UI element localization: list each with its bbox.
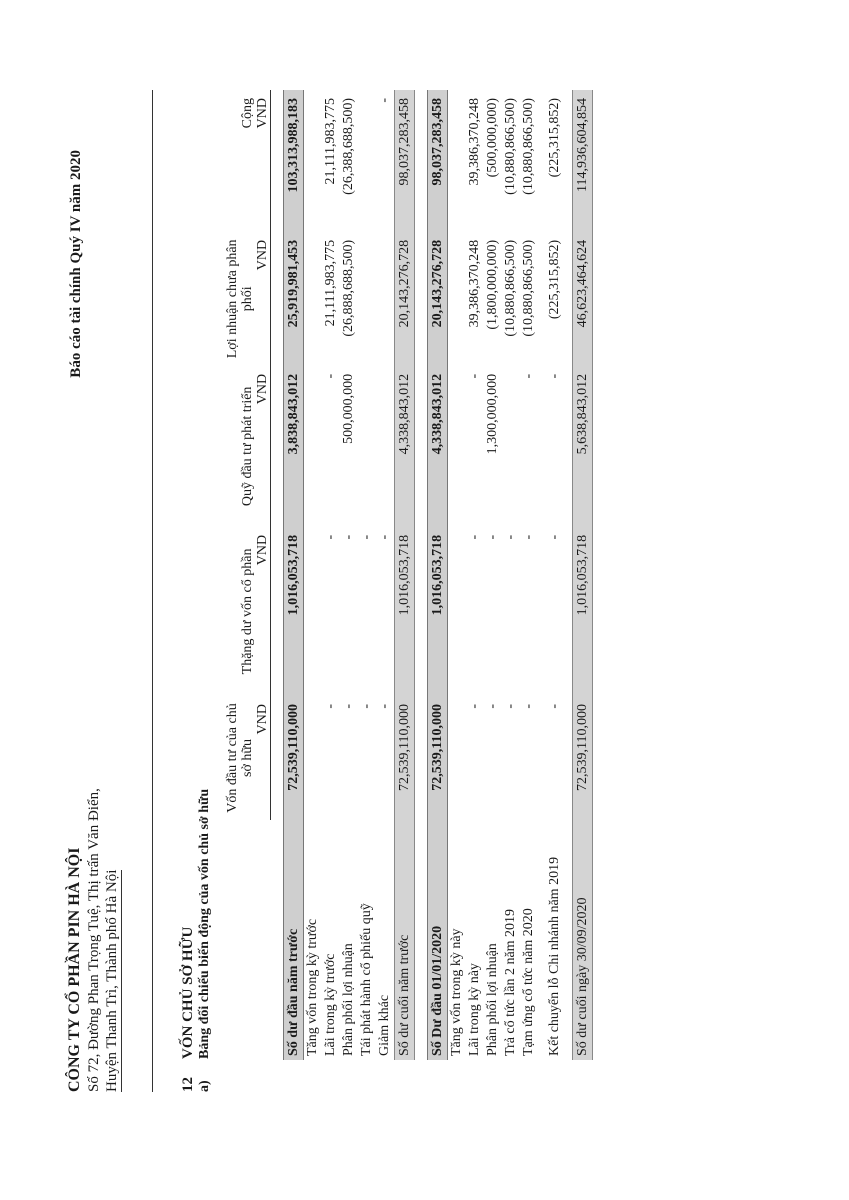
header-row: [225, 90, 255, 1060]
table-row: [304, 90, 323, 1060]
row-label: Trả cổ tức lần 2 năm 2019: [503, 908, 518, 1056]
cell-value: 39,386,370,248: [467, 239, 482, 328]
cell-value: 39,386,370,248: [467, 98, 482, 186]
row-label: Tái phát hành cổ phiếu quỹ: [359, 903, 374, 1056]
cell-value: (225,315,852): [547, 239, 562, 320]
cell-value: 72,539,110,000: [428, 696, 448, 820]
table-row: [520, 90, 538, 1060]
cell-value: [304, 527, 323, 696]
cell-value: 98,037,283,458: [395, 90, 415, 232]
address-line-2: Huyện Thanh Trì, Thành phố Hà Nội: [104, 869, 120, 1092]
cell-value: (26,888,688,500): [341, 239, 356, 337]
row-label: Phân phối lợi nhuận: [485, 943, 500, 1056]
cell-value: -: [503, 704, 518, 709]
cell-value: (10,880,866,500): [503, 239, 518, 337]
cell-value: [304, 90, 323, 232]
cell-value: [304, 232, 323, 366]
cell-value: -: [377, 704, 392, 709]
cell-value: 1,016,053,718: [573, 527, 593, 696]
cell-value: 4,338,843,012: [428, 366, 448, 527]
cell-value: [376, 366, 395, 527]
row-label: Kết chuyển lỗ Chi nhánh năm 2019: [547, 856, 562, 1056]
unit-label: VND: [255, 366, 271, 527]
cell-value: -: [359, 534, 374, 540]
table-row: [284, 90, 304, 1060]
table-row: [358, 90, 376, 1060]
cell-value: [502, 366, 520, 527]
cell-value: [358, 232, 376, 366]
cell-value: 114,936,604,854: [573, 90, 593, 232]
cell-value: (500,000,000): [485, 98, 500, 178]
cell-value: -: [521, 534, 536, 540]
row-label: Tăng vốn trong kỳ trước: [305, 918, 320, 1056]
cell-value: 5,638,843,012: [573, 366, 593, 527]
row-label: Số Dư đầu 01/01/2020: [428, 820, 448, 1060]
cell-value: -: [377, 98, 392, 103]
cell-value: (10,880,866,500): [503, 98, 518, 195]
unit-row: [255, 90, 271, 1060]
table-row: [322, 90, 340, 1060]
cell-value: [304, 366, 323, 527]
cell-value: 1,300,000,000: [485, 373, 500, 455]
cell-value: [376, 232, 395, 366]
row-label: Số dư đầu năm trước: [284, 820, 304, 1060]
cell-value: -: [467, 373, 482, 379]
cell-value: -: [341, 704, 356, 709]
cell-value: [448, 366, 467, 527]
equity-table: [225, 90, 593, 1060]
table-row: [448, 90, 467, 1060]
row-label: Tạm ứng cổ tức năm 2020: [521, 908, 536, 1056]
cell-value: -: [323, 704, 338, 709]
subsection-letter: a): [197, 1080, 212, 1092]
cell-value: [304, 696, 323, 820]
cell-value: -: [547, 704, 562, 709]
cell-value: (10,880,866,500): [521, 98, 536, 195]
unit-label: VND: [255, 696, 271, 820]
cell-value: -: [323, 373, 338, 379]
table-row: [484, 90, 502, 1060]
cell-value: -: [323, 534, 338, 540]
cell-value: -: [521, 704, 536, 709]
table-row: [340, 90, 358, 1060]
row-label: Tăng vốn trong kỳ này: [449, 928, 464, 1056]
section-title: VỐN CHỦ SỞ HỮU: [180, 926, 196, 1059]
row-label: Lãi trong kỳ này: [467, 963, 482, 1056]
cell-value: 20,143,276,728: [395, 232, 415, 366]
cell-value: -: [521, 373, 536, 379]
cell-value: -: [359, 704, 374, 709]
cell-value: -: [485, 534, 500, 540]
cell-value: 72,539,110,000: [395, 696, 415, 820]
cell-value: 1,016,053,718: [395, 527, 415, 696]
cell-value: -: [467, 534, 482, 540]
cell-value: -: [377, 534, 392, 540]
address-line-1: Số 72, Đường Phan Trọng Tuệ, Thị trấn Văn Điển,: [86, 788, 102, 1092]
cell-value: 21,111,983,775: [323, 239, 338, 327]
cell-value: 1,016,053,718: [428, 527, 448, 696]
column-header: Lợi nhuận chưa phân phối: [225, 239, 255, 359]
header-rule: [152, 90, 153, 1092]
cell-value: [448, 696, 467, 820]
table-row: [538, 90, 573, 1060]
table-body: [284, 90, 593, 1060]
table-row: [376, 90, 395, 1060]
cell-value: 98,037,283,458: [428, 90, 448, 232]
row-label: Số dư cuối ngày 30/09/2020: [573, 820, 593, 1060]
row-label: Phân phối lợi nhuận: [341, 943, 356, 1056]
cell-value: -: [547, 373, 562, 379]
subsection-title: Bảng đối chiếu biến động của vốn chủ sở hữu: [197, 788, 212, 1059]
cell-value: (225,315,852): [547, 98, 562, 178]
row-label: Giảm khác: [377, 994, 392, 1056]
unit-label: VND: [255, 527, 271, 696]
column-header: Vốn đầu tư của chủ sở hữu: [225, 703, 255, 813]
cell-value: [358, 90, 376, 232]
row-label: Số dư cuối năm trước: [395, 820, 415, 1060]
section-number: 12: [180, 1077, 196, 1092]
table-row: [502, 90, 520, 1060]
company-name: CÔNG TY CỔ PHẦN PIN HÀ NỘI: [66, 847, 83, 1092]
cell-value: (10,880,866,500): [521, 239, 536, 337]
unit-label: VND: [255, 90, 271, 232]
cell-value: 3,838,843,012: [284, 366, 304, 527]
cell-value: -: [485, 704, 500, 709]
cell-value: 500,000,000: [341, 373, 356, 444]
row-label: Lãi trong kỳ trước: [323, 953, 338, 1056]
table-row: [573, 90, 593, 1060]
cell-value: -: [341, 534, 356, 540]
cell-value: 72,539,110,000: [284, 696, 304, 820]
cell-value: [448, 527, 467, 696]
cell-value: (1,800,000,000): [485, 239, 500, 330]
table-row: [466, 90, 484, 1060]
cell-value: [448, 232, 467, 366]
cell-value: 25,919,981,453: [284, 232, 304, 366]
cell-value: [358, 366, 376, 527]
cell-value: 72,539,110,000: [573, 696, 593, 820]
cell-value: 21,111,983,775: [323, 98, 338, 185]
cell-value: 103,313,988,183: [284, 90, 304, 232]
table-row: [428, 90, 448, 1060]
cell-value: 46,623,464,624: [573, 232, 593, 366]
unit-label: VND: [255, 232, 271, 366]
table-row: [395, 90, 415, 1060]
cell-value: -: [503, 534, 518, 540]
column-header: Thặng dư vốn cổ phần: [240, 548, 255, 675]
cell-value: -: [467, 704, 482, 709]
cell-value: [448, 90, 467, 232]
cell-value: 20,143,276,728: [428, 232, 448, 366]
report-title: Báo cáo tài chính Quý IV năm 2020: [68, 150, 84, 378]
cell-value: (26,388,688,500): [341, 98, 356, 195]
cell-value: -: [547, 534, 562, 540]
column-header: Cộng: [240, 98, 255, 129]
cell-value: 1,016,053,718: [284, 527, 304, 696]
cell-value: 4,338,843,012: [395, 366, 415, 527]
column-header: Quỹ đầu tư phát triển: [240, 386, 255, 507]
